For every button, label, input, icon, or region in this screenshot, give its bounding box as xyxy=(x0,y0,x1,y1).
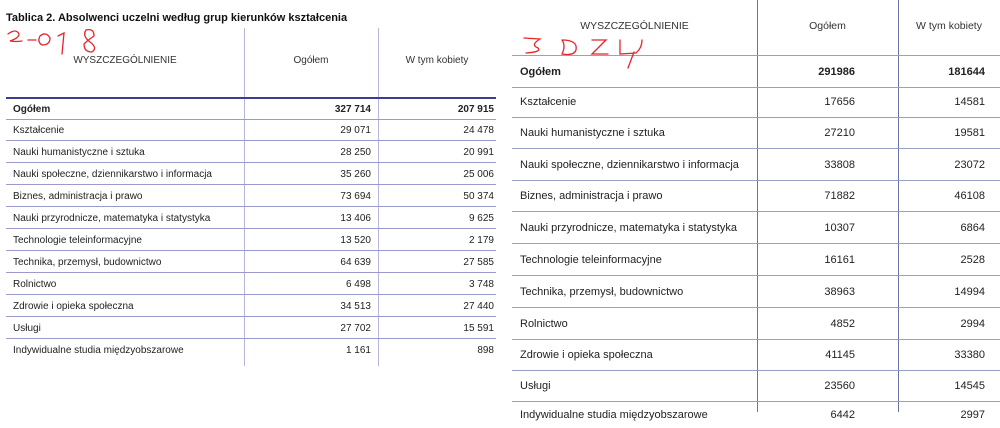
row-label: Nauki przyrodnicze, matematyka i statystyka xyxy=(13,212,211,224)
row-women: 14581 xyxy=(954,96,985,108)
row-women: 6864 xyxy=(960,221,985,234)
table-row xyxy=(512,371,1000,402)
row-label: Nauki humanistyczne i sztuka xyxy=(520,126,665,139)
table-row xyxy=(6,274,496,295)
table-row xyxy=(6,230,496,251)
table-title: Tablica 2. Absolwenci uczelni według grup kierunków kształcenia xyxy=(6,12,348,24)
row-label: Usługi xyxy=(520,380,551,392)
table-row xyxy=(512,308,1000,340)
table-row xyxy=(512,117,1000,149)
row-total: 28 250 xyxy=(340,146,371,158)
table-row xyxy=(6,164,496,185)
handwritten-year-2024 xyxy=(520,36,650,70)
row-women: 15 591 xyxy=(463,322,494,334)
row-women: 50 374 xyxy=(463,190,494,202)
row-women: 46108 xyxy=(954,190,985,202)
row-women: 898 xyxy=(477,344,494,356)
table-row xyxy=(6,99,496,120)
row-women: 9 625 xyxy=(468,212,494,224)
table-row xyxy=(6,208,496,229)
row-label: Indywidualne studia międzyobszarowe xyxy=(520,409,708,421)
row-label: Nauki społeczne, dziennikarstwo i informacja xyxy=(520,158,739,171)
row-total: 71882 xyxy=(824,190,855,202)
header-wyszczegolnienie: WYSZCZEGÓLNIENIE xyxy=(73,54,177,66)
row-total: 10307 xyxy=(824,221,855,234)
table-row xyxy=(6,252,496,273)
row-label: Zdrowie i opieka społeczna xyxy=(13,300,134,312)
row-label: Ogółem xyxy=(13,103,51,115)
table-row xyxy=(512,181,1000,212)
table-row xyxy=(6,186,496,207)
row-total: 27210 xyxy=(824,126,855,139)
row-women: 14545 xyxy=(954,380,985,392)
row-women: 14994 xyxy=(954,285,985,298)
row-total: 73 694 xyxy=(340,190,371,202)
row-women: 23072 xyxy=(954,158,985,171)
row-label: Zdrowie i opieka społeczna xyxy=(520,349,653,361)
table-row xyxy=(6,296,496,317)
header-w-tym-kobiety: W tym kobiety xyxy=(916,20,982,32)
row-women: 20 991 xyxy=(463,146,494,158)
table-row xyxy=(512,149,1000,181)
row-label: Technologie teleinformacyjne xyxy=(520,253,662,266)
row-women: 25 006 xyxy=(463,168,494,180)
row-total: 23560 xyxy=(824,380,855,392)
row-label: Technika, przemysł, budownictwo xyxy=(520,285,684,298)
table-row xyxy=(512,340,1000,371)
row-label: Biznes, administracja i prawo xyxy=(13,190,143,202)
row-label: Technologie teleinformacyjne xyxy=(13,234,142,246)
table-row xyxy=(6,142,496,163)
row-women: 24 478 xyxy=(463,124,494,136)
row-total: 6 498 xyxy=(345,278,371,290)
header-ogolem: Ogółem xyxy=(809,20,846,32)
row-total: 1 161 xyxy=(345,344,371,356)
handwritten-year-2018 xyxy=(2,26,112,58)
row-total: 16161 xyxy=(824,253,855,266)
row-label: Rolnictwo xyxy=(520,317,568,330)
row-total: 17656 xyxy=(824,96,855,108)
row-total: 41145 xyxy=(825,349,855,361)
row-label: Indywidualne studia międzyobszarowe xyxy=(13,344,184,356)
table-row xyxy=(6,120,496,141)
header-ogolem: Ogółem xyxy=(293,54,329,66)
row-total: 6442 xyxy=(830,409,855,421)
row-women: 2994 xyxy=(960,317,985,330)
table-row xyxy=(512,402,1000,428)
row-label: Rolnictwo xyxy=(13,278,57,290)
row-total: 327 714 xyxy=(334,103,371,115)
row-women: 33380 xyxy=(954,349,985,361)
row-label: Nauki humanistyczne i sztuka xyxy=(13,146,145,158)
row-total: 4852 xyxy=(830,317,855,330)
row-women: 2997 xyxy=(960,409,985,421)
row-total: 291986 xyxy=(818,65,855,78)
table-row xyxy=(512,87,1000,118)
row-women: 3 748 xyxy=(468,278,494,290)
row-total: 35 260 xyxy=(340,168,371,180)
row-women: 2 179 xyxy=(468,234,494,246)
row-label: Ogółem xyxy=(520,65,561,78)
row-total: 13 406 xyxy=(340,212,371,224)
row-label: Kształcenie xyxy=(520,96,577,108)
row-label: Usługi xyxy=(13,322,41,334)
row-total: 34 513 xyxy=(340,300,371,312)
table-row xyxy=(512,244,1000,276)
row-total: 27 702 xyxy=(340,322,371,334)
header-wyszczegolnienie: WYSZCZEGÓLNIENIE xyxy=(580,20,689,32)
row-women: 207 915 xyxy=(457,103,494,115)
table-row xyxy=(512,212,1000,244)
row-total: 13 520 xyxy=(340,234,371,246)
row-label: Nauki przyrodnicze, matematyka i statystyka xyxy=(520,221,738,234)
row-women: 27 440 xyxy=(463,300,494,312)
row-women: 19581 xyxy=(954,126,985,139)
table-row xyxy=(512,276,1000,308)
row-women: 27 585 xyxy=(463,256,494,268)
header-w-tym-kobiety: W tym kobiety xyxy=(405,54,469,66)
row-label: Nauki społeczne, dziennikarstwo i informacja xyxy=(13,168,212,180)
row-total: 33808 xyxy=(824,158,855,171)
row-label: Biznes, administracja i prawo xyxy=(520,190,663,202)
table-row xyxy=(6,340,496,360)
row-women: 181644 xyxy=(948,65,985,78)
table-row xyxy=(6,318,496,339)
row-women: 2528 xyxy=(960,253,985,266)
row-total: 29 071 xyxy=(340,124,371,136)
row-total: 38963 xyxy=(824,285,855,298)
row-total: 64 639 xyxy=(340,256,371,268)
row-label: Technika, przemysł, budownictwo xyxy=(13,256,162,268)
row-label: Kształcenie xyxy=(13,124,65,136)
